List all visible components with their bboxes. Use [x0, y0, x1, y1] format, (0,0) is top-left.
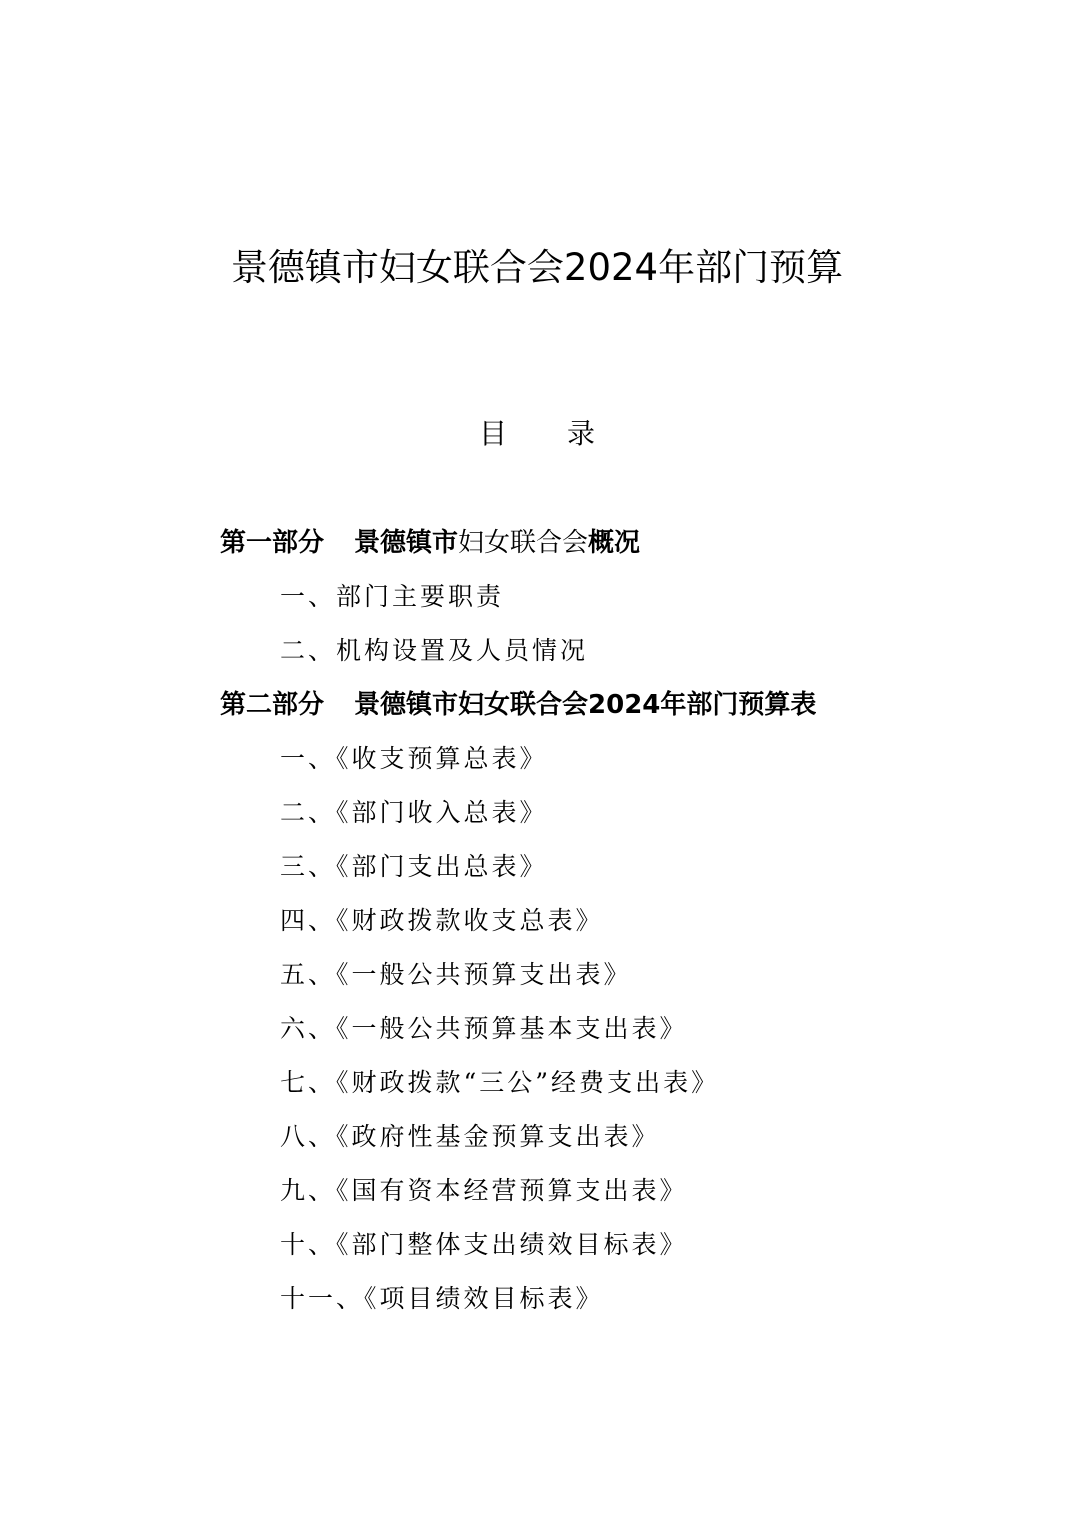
part-label: 第二部分	[220, 690, 325, 720]
toc-item: 十一、《项目绩效目标表》	[280, 1284, 604, 1313]
part-label: 第一部分	[220, 528, 325, 558]
part-name-a: 景德镇市	[354, 528, 459, 558]
toc-item: 二、机构设置及人员情况	[280, 636, 589, 665]
part-name: 景德镇市妇女联合会2024年部门预算表	[354, 690, 817, 720]
document-title: 景德镇市妇女联合会2024年部门预算	[230, 246, 844, 289]
toc-item: 九、《国有资本经营预算支出表》	[280, 1176, 688, 1205]
toc-part-2	[220, 685, 816, 725]
toc-item: 五、《一般公共预算支出表》	[280, 960, 632, 989]
part-name-b: 妇女联合会	[458, 528, 589, 558]
toc-item: 八、《政府性基金预算支出表》	[280, 1122, 660, 1151]
toc-part-1	[220, 523, 640, 563]
toc-item: 二、《部门收入总表》	[280, 798, 548, 827]
toc-heading: 目录	[478, 417, 655, 450]
toc-item: 四、《财政拨款收支总表》	[280, 906, 604, 935]
toc-item: 一、部门主要职责	[280, 582, 505, 611]
toc-item: 六、《一般公共预算基本支出表》	[280, 1014, 688, 1043]
toc-item: 十、《部门整体支出绩效目标表》	[280, 1230, 688, 1259]
toc-item: 七、《财政拨款“三公”经费支出表》	[280, 1068, 720, 1097]
toc-item: 一、《收支预算总表》	[280, 744, 548, 773]
toc-item: 三、《部门支出总表》	[280, 852, 548, 881]
part-name-c: 概况	[588, 528, 641, 558]
